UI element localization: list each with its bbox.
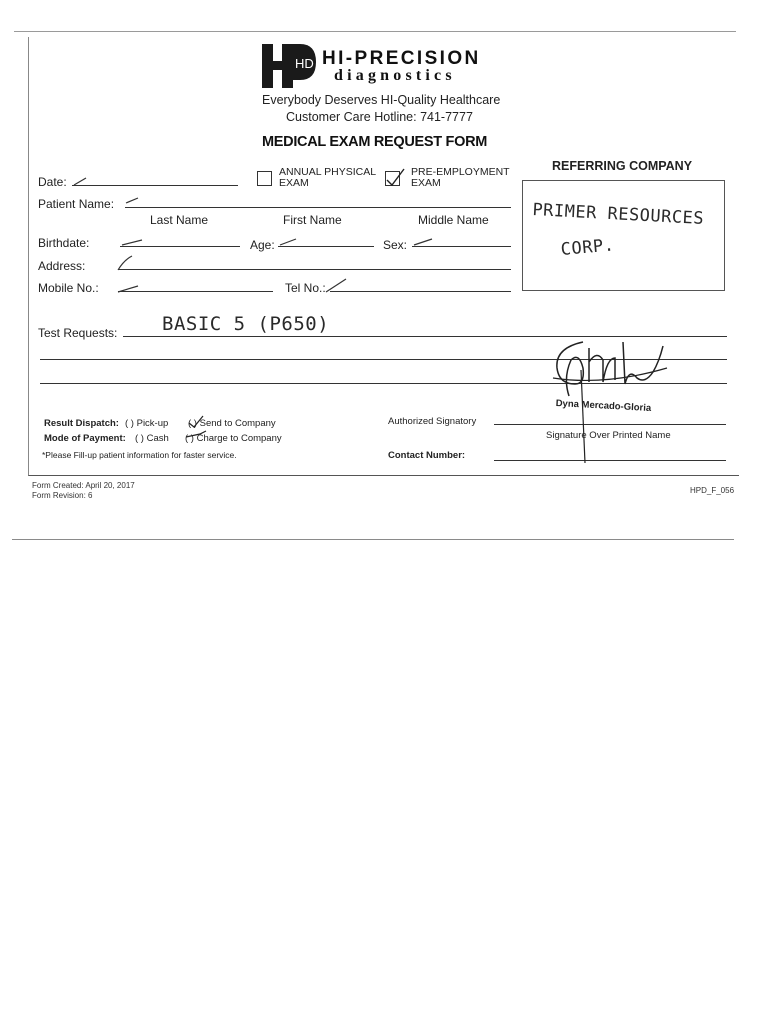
test-requests-label: Test Requests: xyxy=(38,326,118,340)
brand-subname: diagnostics xyxy=(334,67,456,84)
patient-name-label: Patient Name: xyxy=(38,197,115,211)
form-revision: Form Revision: 6 xyxy=(32,491,93,500)
referring-company-title: REFERRING COMPANY xyxy=(552,159,693,173)
signature-over-name-label: Signature Over Printed Name xyxy=(546,430,671,441)
annual-exam-label-1: ANNUAL PHYSICAL xyxy=(279,166,377,178)
cash-option[interactable]: ( ) Cash xyxy=(135,433,169,444)
contact-number-label: Contact Number: xyxy=(388,450,466,461)
form-title: MEDICAL EXAM REQUEST FORM xyxy=(262,134,488,150)
pre-employment-label-2: EXAM xyxy=(411,177,441,189)
middle-name-label: Middle Name xyxy=(418,213,489,227)
page-bottom-edge xyxy=(12,539,734,540)
charge-to-company-option[interactable]: ( ) Charge to Company xyxy=(185,433,282,444)
date-label: Date: xyxy=(38,175,67,189)
send-to-company-option[interactable]: ( ) Send to Company xyxy=(188,418,276,429)
form-created: Form Created: April 20, 2017 xyxy=(32,481,135,490)
referring-company-handwriting-1: PRIMER RESOURCES xyxy=(531,200,705,229)
mobile-label: Mobile No.: xyxy=(38,281,99,295)
result-dispatch-label: Result Dispatch: xyxy=(44,418,119,429)
brand-tagline: Everybody Deserves HI-Quality Healthcare xyxy=(262,93,501,107)
first-name-label: First Name xyxy=(283,213,342,227)
tel-label: Tel No.: xyxy=(285,281,326,295)
customer-hotline: Customer Care Hotline: 741-7777 xyxy=(286,110,473,124)
mode-of-payment-label: Mode of Payment: xyxy=(44,433,126,444)
pre-employment-label-1: PRE-EMPLOYMENT xyxy=(411,166,510,178)
age-label: Age: xyxy=(250,238,275,252)
fill-up-note: *Please Fill-up patient information for faster service. xyxy=(42,450,237,460)
annual-exam-label-2: EXAM xyxy=(279,177,309,189)
sex-label: Sex: xyxy=(383,238,408,252)
signatory-printed-name: Dyna Mercado-Gloria xyxy=(555,398,652,414)
logo-letter: HD xyxy=(295,56,314,71)
brand-name: HI-PRECISION xyxy=(322,48,481,69)
birthdate-label: Birthdate: xyxy=(38,236,90,250)
form-code: HPD_F_056 xyxy=(690,486,735,495)
address-label: Address: xyxy=(38,259,86,273)
referring-company-handwriting-2: CORP. xyxy=(560,235,616,260)
signature-scribble xyxy=(545,338,675,468)
last-name-label: Last Name xyxy=(150,213,209,227)
authorized-signatory-label: Authorized Signatory xyxy=(388,416,477,427)
test-request-handwriting: BASIC 5 (P650) xyxy=(162,313,330,335)
pickup-option[interactable]: ( ) Pick-up xyxy=(125,418,169,429)
